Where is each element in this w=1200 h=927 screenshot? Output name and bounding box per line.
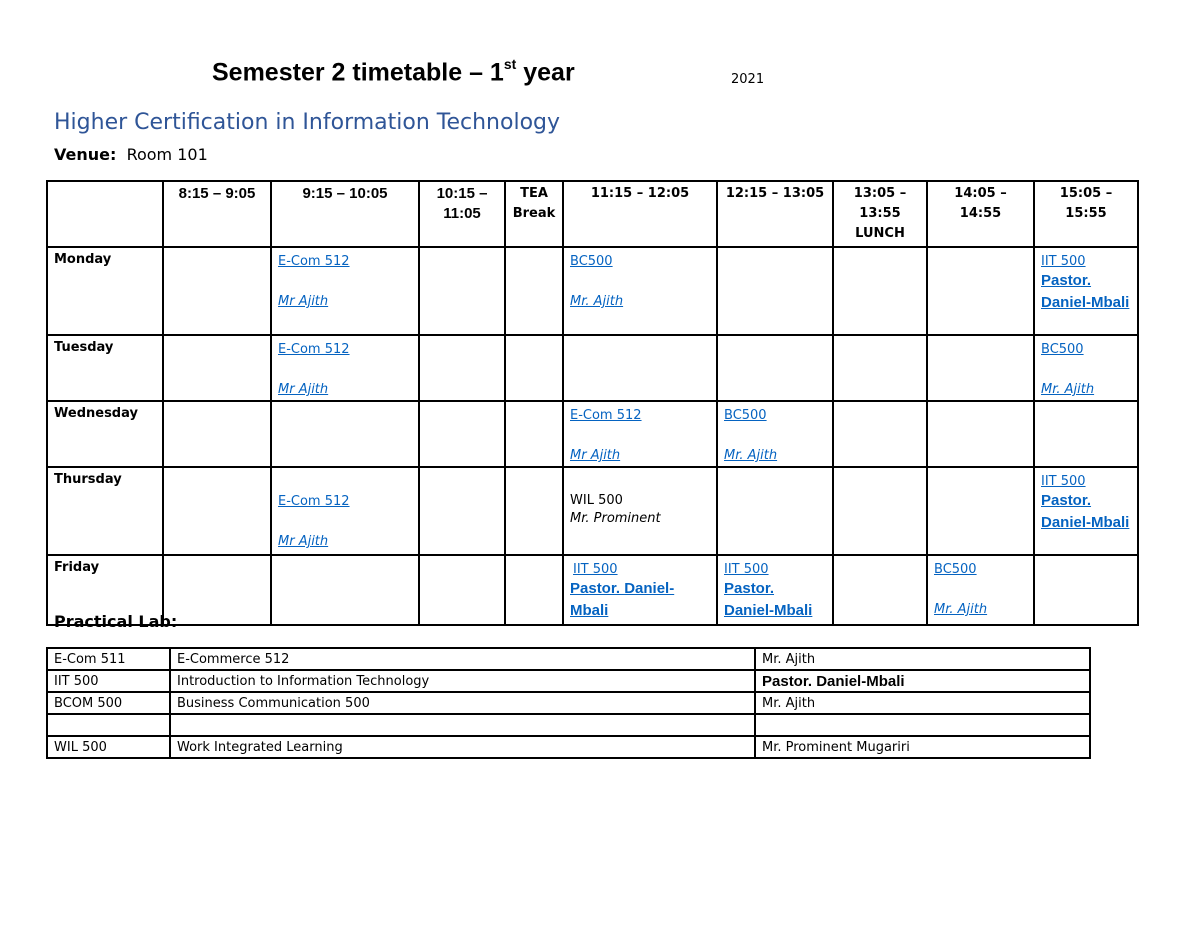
course-code: E-Com 511 xyxy=(47,648,170,670)
venue-value: Room 101 xyxy=(126,145,208,164)
day-monday: Monday xyxy=(47,247,163,335)
page-title: Semester 2 timetable – 1st year xyxy=(212,56,575,87)
course-name: E-Commerce 512 xyxy=(170,648,755,670)
table-row xyxy=(47,648,1090,670)
course-label: WIL 500 xyxy=(570,493,623,508)
table-row xyxy=(47,247,1138,335)
lecturer-link[interactable]: Pastor. Daniel-Mbali xyxy=(1041,492,1130,531)
course-link[interactable]: IIT 500 xyxy=(573,562,618,577)
course-link[interactable]: E-Com 512 xyxy=(278,254,350,269)
lecturer-name: Mr. Ajith xyxy=(755,692,1090,714)
course-code: WIL 500 xyxy=(47,736,170,758)
course-code: BCOM 500 xyxy=(47,692,170,714)
table-row xyxy=(47,670,1090,692)
lecturer-link[interactable]: Mr. Ajith xyxy=(934,602,988,617)
course-link[interactable]: BC500 xyxy=(934,562,977,577)
year-label: 2021 xyxy=(731,72,765,87)
slot-header: 9:15 – 10:05 xyxy=(271,181,419,247)
course-code: IIT 500 xyxy=(47,670,170,692)
slot-header: 15:05 – 15:55 xyxy=(1034,181,1138,247)
lecturer-link[interactable]: Mr. Ajith xyxy=(1041,382,1095,397)
lecturer-link[interactable]: Mr. Ajith xyxy=(724,448,778,463)
table-row xyxy=(47,736,1090,758)
lecturer-link[interactable]: Pastor. Daniel-Mbali xyxy=(570,580,675,619)
slot-header: 14:05 – 14:55 xyxy=(927,181,1034,247)
course-code xyxy=(47,714,170,736)
lecturer-label: Mr. Prominent xyxy=(570,511,661,526)
table-row xyxy=(47,692,1090,714)
class-cell xyxy=(563,247,717,335)
lecturer-link[interactable]: Mr Ajith xyxy=(278,534,329,549)
class-cell xyxy=(927,555,1034,625)
timetable xyxy=(46,180,1139,626)
lecturer-name: Pastor. Daniel-Mbali xyxy=(755,670,1090,692)
course-name xyxy=(170,714,755,736)
venue-line xyxy=(54,145,208,164)
day-wednesday: Wednesday xyxy=(47,401,163,467)
table-row xyxy=(47,555,1138,625)
table-row xyxy=(47,467,1138,555)
course-name: Business Communication 500 xyxy=(170,692,755,714)
day-thursday: Thursday xyxy=(47,467,163,555)
lecturer-name xyxy=(755,714,1090,736)
lecturer-link[interactable]: Mr Ajith xyxy=(278,382,329,397)
class-cell xyxy=(563,467,717,555)
slot-header: 10:15 – 11:05 xyxy=(419,181,505,247)
class-cell xyxy=(563,401,717,467)
class-cell xyxy=(717,555,833,625)
class-cell xyxy=(271,335,419,401)
course-link[interactable]: E-Com 512 xyxy=(570,408,642,423)
course-link[interactable]: BC500 xyxy=(570,254,613,269)
slot-header: 11:15 – 12:05 xyxy=(563,181,717,247)
course-link[interactable]: BC500 xyxy=(724,408,767,423)
course-link[interactable]: IIT 500 xyxy=(1041,254,1086,269)
course-name: Introduction to Information Technology xyxy=(170,670,755,692)
lecturer-link[interactable]: Mr Ajith xyxy=(278,294,329,309)
class-cell xyxy=(271,467,419,555)
day-friday: Friday xyxy=(47,555,163,625)
class-cell xyxy=(1034,335,1138,401)
lecturer-link[interactable]: Pastor. Daniel-Mbali xyxy=(724,580,813,619)
slot-header: 12:15 – 13:05 xyxy=(717,181,833,247)
lecturer-name: Mr. Prominent Mugariri xyxy=(755,736,1090,758)
class-cell xyxy=(1034,247,1138,335)
course-link[interactable]: IIT 500 xyxy=(724,562,769,577)
practical-lab-table xyxy=(46,647,1091,759)
lecturer-link[interactable]: Mr. Ajith xyxy=(570,294,624,309)
table-row xyxy=(47,401,1138,467)
table-row xyxy=(47,714,1090,736)
slot-header: TEA Break xyxy=(505,181,563,247)
day-tuesday: Tuesday xyxy=(47,335,163,401)
slot-header: 8:15 – 9:05 xyxy=(163,181,271,247)
course-link[interactable]: E-Com 512 xyxy=(278,342,350,357)
programme-title: Higher Certification in Information Technology xyxy=(54,110,561,135)
lecturer-link[interactable]: Pastor. Daniel-Mbali xyxy=(1041,272,1130,311)
table-row xyxy=(47,335,1138,401)
slot-header: 13:05 – 13:55 LUNCH xyxy=(833,181,927,247)
course-link[interactable]: IIT 500 xyxy=(1041,474,1086,489)
class-cell xyxy=(271,247,419,335)
timetable-header-row xyxy=(47,181,1138,247)
class-cell xyxy=(563,555,717,625)
course-name: Work Integrated Learning xyxy=(170,736,755,758)
lecturer-name: Mr. Ajith xyxy=(755,648,1090,670)
course-link[interactable]: E-Com 512 xyxy=(278,494,350,509)
class-cell xyxy=(717,401,833,467)
course-link[interactable]: BC500 xyxy=(1041,342,1084,357)
practical-lab-heading: Practical Lab: xyxy=(54,612,178,631)
corner-cell xyxy=(47,181,163,247)
lecturer-link[interactable]: Mr Ajith xyxy=(570,448,621,463)
class-cell xyxy=(1034,467,1138,555)
venue-label: Venue: xyxy=(54,145,117,164)
